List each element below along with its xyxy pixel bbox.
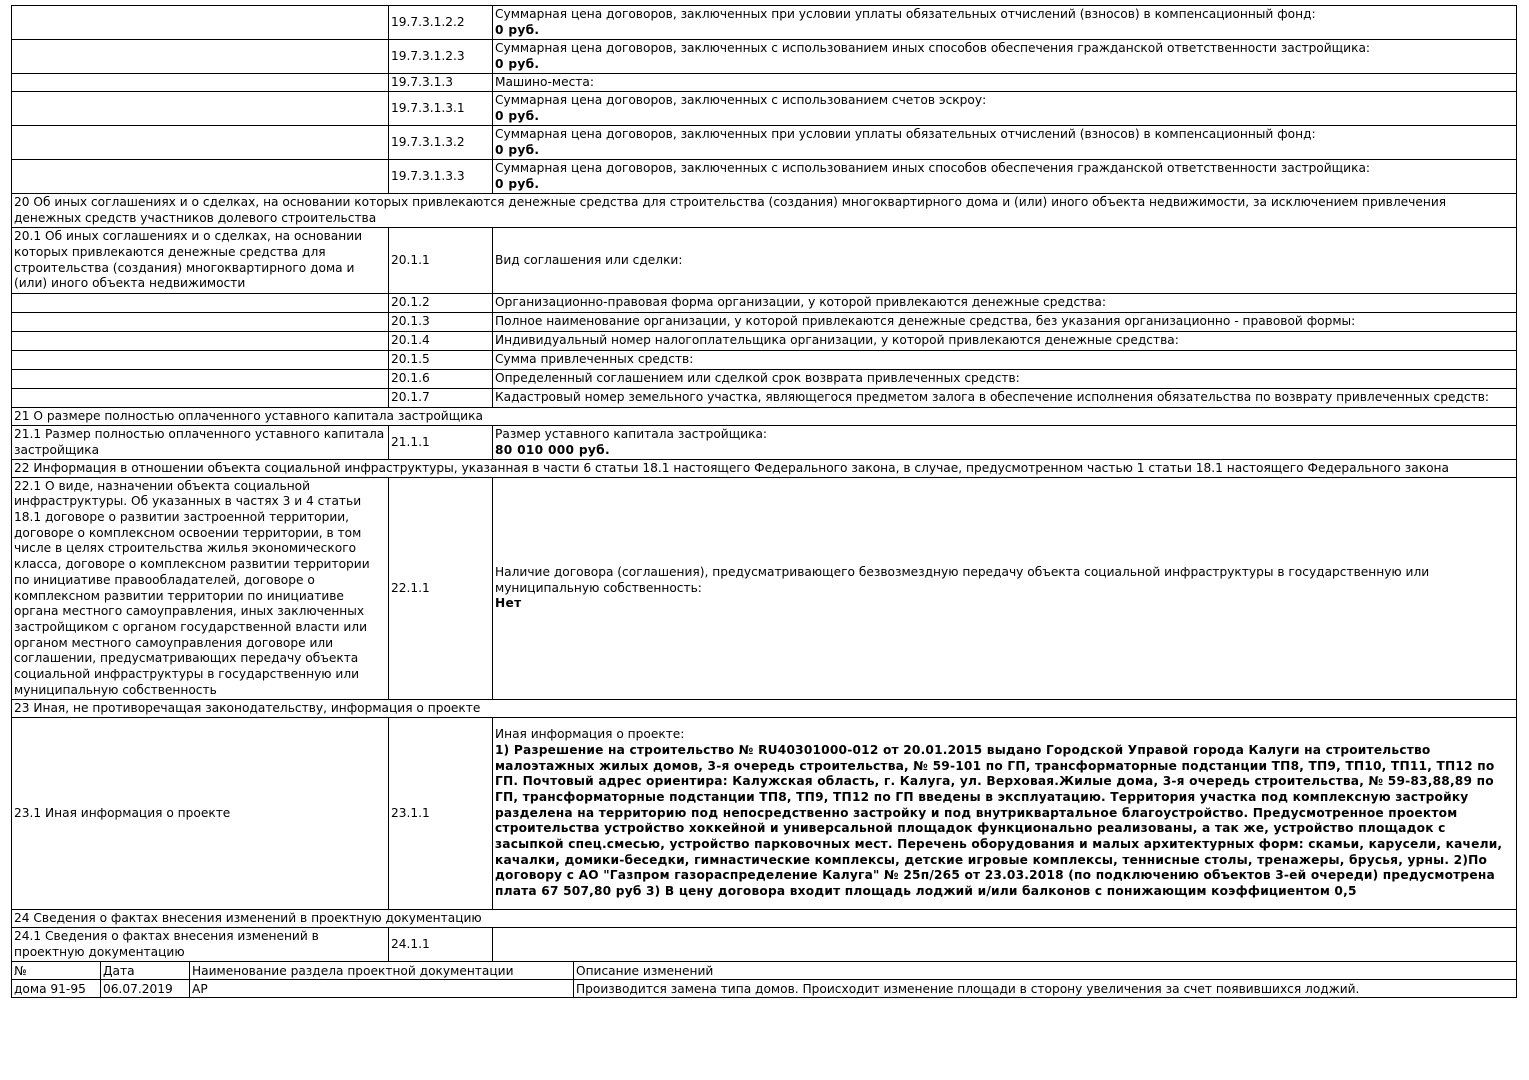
item-value: Нет [495,596,522,611]
item-code: 19.7.3.1.3.3 [389,160,493,194]
item-code: 20.1.7 [389,389,493,408]
table-row [12,74,1517,92]
item-label: Определенный соглашением или сделкой срок возврата привлеченных средств: [493,370,1517,389]
column-header: Описание изменений [574,962,1517,980]
item-code: 20.1.5 [389,351,493,370]
empty-cell [12,40,389,74]
item-code: 20.1.4 [389,332,493,351]
section-header-row [12,700,1517,718]
item-content [493,40,1517,74]
item-content [493,6,1517,40]
table-row [12,351,1517,370]
item-label: Машино-места: [493,74,1517,92]
item-code: 20.1.6 [389,370,493,389]
table-row [12,92,1517,126]
table-row [12,426,1517,460]
history-row [12,980,1517,998]
item-label: Вид соглашения или сделки: [493,228,1517,294]
item-label: Индивидуальный номер налогоплательщика организации, у которой привлекаются денежные средства: [493,332,1517,351]
table-row [12,126,1517,160]
item-label: Сумма привлеченных средств: [493,351,1517,370]
item-value: 0 руб. [495,108,540,123]
history-section: АР [190,980,574,998]
changes-history-table [11,961,1517,998]
table-row [12,40,1517,74]
subsection-title: 22.1 О виде, назначении объекта социальной инфраструктуры. Об указанных в частях 3 и 4 статьи 18.1 договоре о развитии застроенной территории, договоре о комплексном освоении территории, в том числе в целях строительства жилья экономического класса, договоре о комплексном развитии территории по инициативе правообладателей, договоре о комплексном развитии территории по инициативе органа местного самоуправления, иных заключенных застройщиком с органом государственной власти или органом местного самоуправления договоре или соглашении, предусматривающих передачу объекта социальной инфраструктуры в государственную или муниципальную собственность [12,478,389,700]
item-label: Суммарная цена договоров, заключенных с использованием счетов эскроу: [495,92,987,107]
section-21-header: 21 О размере полностью оплаченного уставного капитала застройщика [12,408,1517,426]
item-code: 20.1.1 [389,228,493,294]
item-value: 1) Разрешение на строительство № RU40301000-012 от 20.01.2015 выдано Городской Управой города Калуги на строительство малоэтажных жилых домов, 3-я очередь строительства, № 59-101 по ГП, трансформаторные подстанции ТП8, ТП9, ТП10, ТП11, ТП12 по ГП. Почтовый адрес ориентира: Калужская область, г. Калуга, ул. Верховая.Жилые дома, 3-я очередь строительства, № 59-83,88,89 по ГП, трансформаторные подстанции ТП8, ТП9, ТП12 по ГП введены в эксплуатацию. Территория участка под комплексную застройку разделена на территорию под непосредственно застройку и под внутриквартальное благоустройство. Предусмотренное проектом строительства устройство хоккейной и универсальной площадок функционально реализованы, а так же, устройство площадок с засыпкой спец.смесью, устройство парковочных мест. Перечень оборудования и малых архитектурных форм: скамьи, карусели, качели, качалки, домики-беседки, гимнастические комплексы, детские игровые комплексы, теннисные столы, тренажеры, брусья, урны. 2)По договору с АО "Газпром газораспределение Калуга" № 25п/265 от 23.03.2018 (по подключению объектов 3-ей очереди) предусмотрена плата 67 507,80 руб 3) В цену договора входит площадь лоджий и/или балконов с понижающим коэффициентом 0,5 [495,742,1503,899]
empty-cell [493,928,1517,962]
project-declaration-table [11,5,1517,962]
item-code: 21.1.1 [389,426,493,460]
table-row [12,160,1517,194]
item-label: Кадастровый номер земельного участка, являющегося предметом залога в обеспечение исполнения обязательства по возврату привлеченных средств: [493,389,1517,408]
item-code: 19.7.3.1.3.1 [389,92,493,126]
item-label: Полное наименование организации, у которой привлекаются денежные средства, без указания организационно - правовой формы: [493,313,1517,332]
section-22-header: 22 Информация в отношении объекта социальной инфраструктуры, указанная в части 6 статьи 18.1 настоящего Федерального закона, в случае, предусмотренном частью 1 статьи 18.1 настоящего Федерального закона [12,460,1517,478]
item-value: 80 010 000 руб. [495,442,610,457]
section-24-header: 24 Сведения о фактах внесения изменений в проектную документацию [12,910,1517,928]
history-date: 06.07.2019 [101,980,190,998]
column-header: Наименование раздела проектной документации [190,962,574,980]
empty-cell [12,6,389,40]
item-code: 19.7.3.1.2.3 [389,40,493,74]
item-code: 19.7.3.1.3.2 [389,126,493,160]
subsection-title: 23.1 Иная информация о проекте [12,718,389,910]
table-row [12,370,1517,389]
item-content [493,160,1517,194]
empty-cell [12,313,389,332]
item-label: Суммарная цена договоров, заключенных при условии уплаты обязательных отчислений (взносов) в компенсационный фонд: [495,6,1316,21]
section-header-row [12,460,1517,478]
item-value: 0 руб. [495,56,540,71]
section-23-header: 23 Иная, не противоречащая законодательству, информация о проекте [12,700,1517,718]
section-header-row [12,194,1517,228]
item-code: 19.7.3.1.3 [389,74,493,92]
item-label: Суммарная цена договоров, заключенных с использованием иных способов обеспечения гражданской ответственности застройщика: [495,40,1371,55]
item-label: Наличие договора (соглашения), предусматривающего безвозмездную передачу объекта социальной инфраструктуры в государственную или муниципальную собственность: [495,564,1430,595]
empty-cell [12,351,389,370]
item-code: 20.1.2 [389,294,493,313]
item-label: Организационно-правовая форма организации, у которой привлекаются денежные средства: [493,294,1517,313]
column-header: № [12,962,101,980]
table-row [12,6,1517,40]
item-content [493,126,1517,160]
subsection-title: 20.1 Об иных соглашениях и о сделках, на основании которых привлекаются денежные средства для строительства (создания) многоквартирного дома и (или) иного объекта недвижимости [12,228,389,294]
item-label: Иная информация о проекте: [495,727,685,742]
item-code: 20.1.3 [389,313,493,332]
section-20-header: 20 Об иных соглашениях и о сделках, на основании которых привлекаются денежные средства для строительства (создания) многоквартирного дома и (или) иного объекта недвижимости, за исключением привлечения денежных средств участников долевого строительства [12,194,1517,228]
empty-cell [12,126,389,160]
section-header-row [12,408,1517,426]
item-code: 19.7.3.1.2.2 [389,6,493,40]
item-label: Размер уставного капитала застройщика: [495,426,768,441]
subsection-title: 21.1 Размер полностью оплаченного уставного капитала застройщика [12,426,389,460]
empty-cell [12,389,389,408]
empty-cell [12,294,389,313]
table-row [12,313,1517,332]
empty-cell [12,160,389,194]
item-content [493,718,1517,910]
table-row [12,389,1517,408]
item-value: 0 руб. [495,142,540,157]
table-row [12,332,1517,351]
empty-cell [12,370,389,389]
column-header: Дата [101,962,190,980]
history-number: дома 91-95 [12,980,101,998]
item-code: 23.1.1 [389,718,493,910]
item-content [493,92,1517,126]
history-description: Производится замена типа домов. Происходит изменение площади в сторону увеличения за счет появившихся лоджий. [574,980,1517,998]
item-code: 24.1.1 [389,928,493,962]
section-header-row [12,910,1517,928]
table-row [12,228,1517,294]
history-header-row [12,962,1517,980]
empty-cell [12,92,389,126]
item-value: 0 руб. [495,22,540,37]
item-value: 0 руб. [495,176,540,191]
item-code: 22.1.1 [389,478,493,700]
item-label: Суммарная цена договоров, заключенных с использованием иных способов обеспечения гражданской ответственности застройщика: [495,160,1371,175]
empty-cell [12,74,389,92]
item-label: Суммарная цена договоров, заключенных при условии уплаты обязательных отчислений (взносов) в компенсационный фонд: [495,126,1316,141]
empty-cell [12,332,389,351]
table-row [12,718,1517,910]
table-row [12,478,1517,700]
document-page [11,5,1516,998]
table-row [12,294,1517,313]
item-content [493,478,1517,700]
item-content [493,426,1517,460]
table-row [12,928,1517,962]
subsection-title: 24.1 Сведения о фактах внесения изменений в проектную документацию [12,928,389,962]
